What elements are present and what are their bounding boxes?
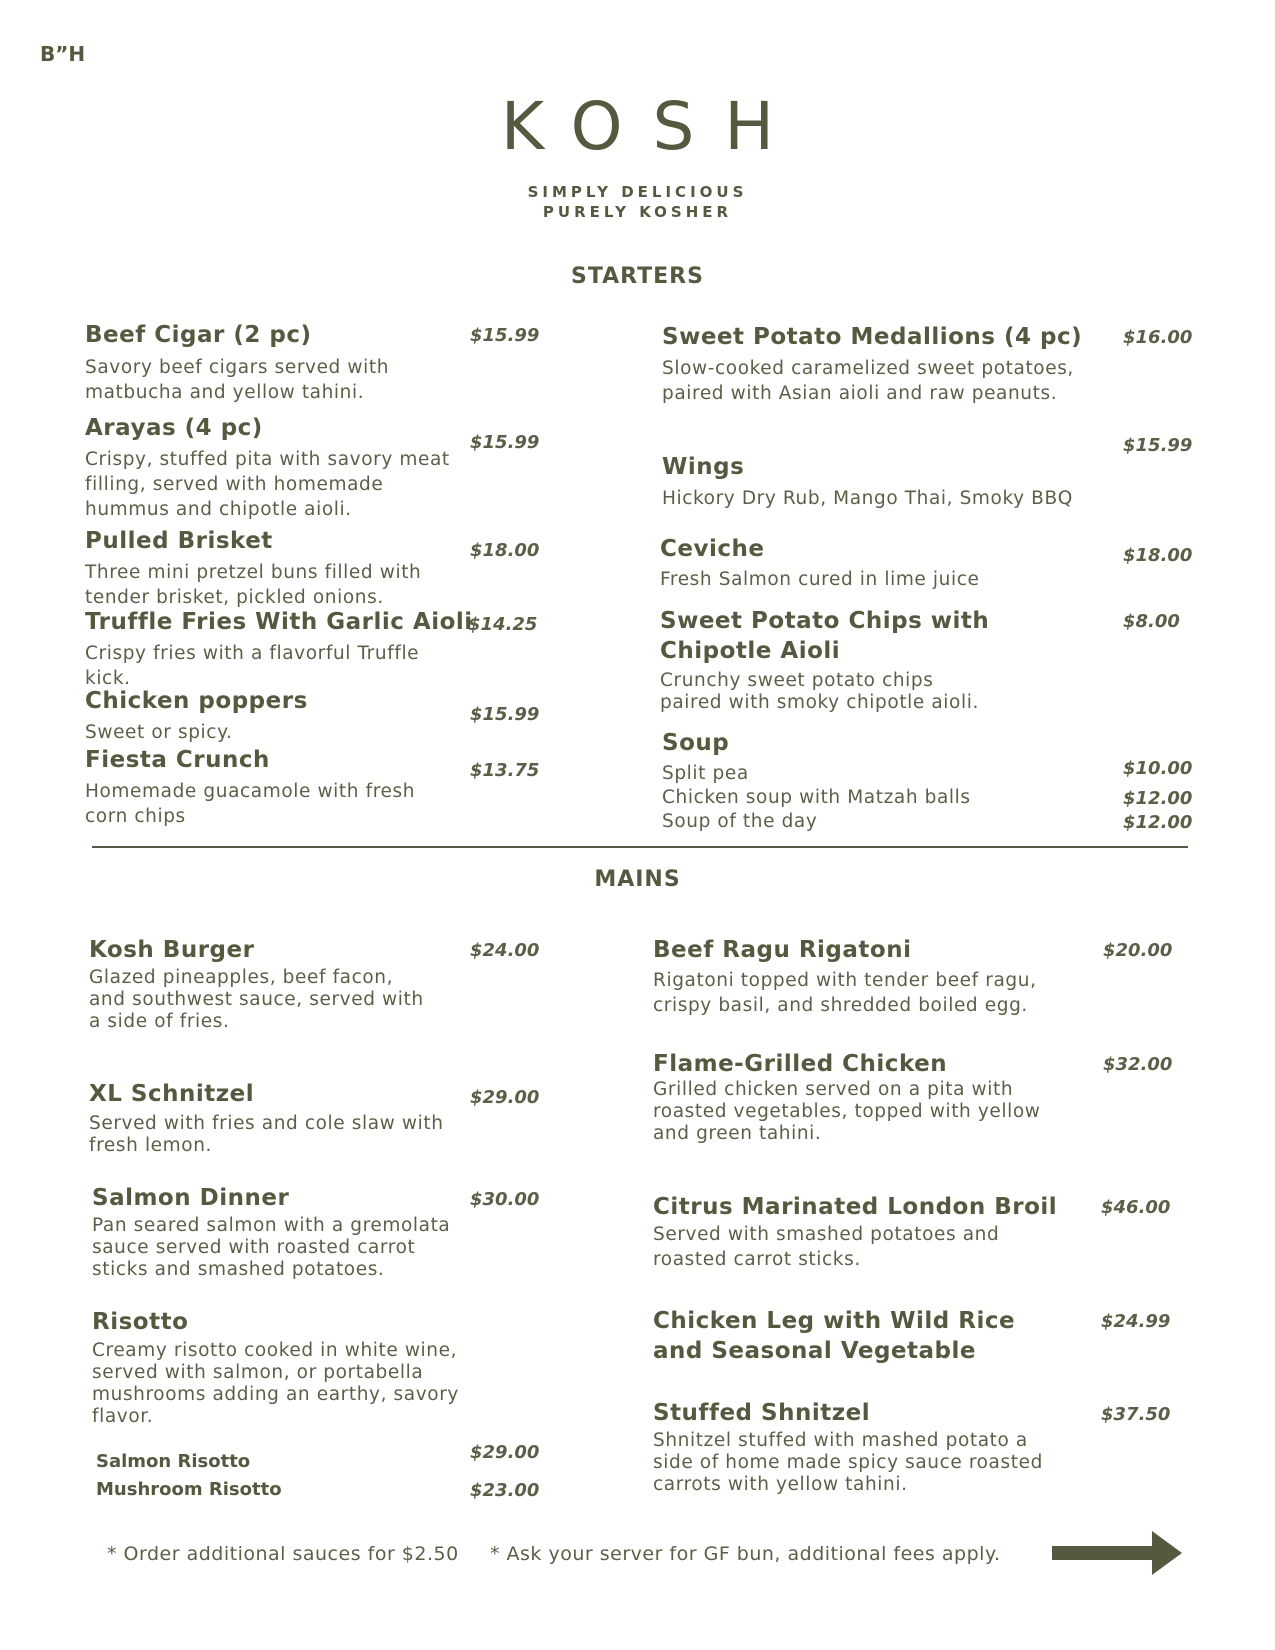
mains-heading: MAINS [594,867,681,892]
menu-item-name: Sweet Potato Medallions (4 pc) [662,324,1083,350]
soup-option-price: $10.00 [1123,758,1193,779]
restaurant-logo: KOSH [500,88,805,165]
menu-item-price: $18.00 [1123,545,1193,566]
menu-item-name: Soup [662,730,730,756]
menu-item-price: $30.00 [470,1189,540,1210]
soup-option-price: $12.00 [1123,788,1193,809]
soup-option-label: Chicken soup with Matzah balls [662,787,971,808]
menu-item-name: Sweet Potato Chips with Chipotle Aioli [660,608,990,664]
risotto-option-price: $23.00 [470,1480,540,1501]
menu-item-price: $18.00 [470,540,540,561]
menu-item-price: $15.99 [470,704,540,725]
risotto-option-label: Salmon Risotto [96,1451,251,1472]
menu-item-name: Ceviche [660,536,765,562]
menu-item-description: Sweet or spicy. [85,722,233,743]
menu-item-name: Chicken poppers [85,688,308,714]
menu-item-name: Beef Ragu Rigatoni [653,937,912,963]
menu-item-price: $37.50 [1101,1404,1171,1425]
menu-item-name: Citrus Marinated London Broil [653,1194,1058,1220]
menu-item-description: Served with fries and cole slaw with fresh lemon. [89,1113,444,1156]
menu-item-description: Rigatoni topped with tender beef ragu, crispy basil, and shredded boiled egg. [653,970,1037,1016]
menu-item-price: $46.00 [1101,1197,1171,1218]
arrow-right-icon[interactable] [1052,1531,1182,1575]
menu-item-price: $29.00 [470,1087,540,1108]
menu-item-description: Savory beef cigars served with matbucha and yellow tahini. [85,357,390,403]
menu-item-name: Fiesta Crunch [85,747,270,773]
menu-item-name: Wings [662,454,745,480]
tagline-line-2: PURELY KOSHER [542,203,733,221]
menu-item-name: Kosh Burger [89,937,255,963]
menu-item-description: Grilled chicken served on a pita with roasted vegetables, topped with yellow and green tahini. [653,1079,1041,1144]
menu-item-price: $15.99 [1123,435,1193,456]
menu-item-price: $24.99 [1101,1311,1171,1332]
gf-bun-note: * Ask your server for GF bun, additional fees apply. [490,1543,1001,1565]
risotto-option-price: $29.00 [470,1442,540,1463]
menu-item-price: $15.99 [470,325,540,346]
menu-item-price: $13.75 [470,760,540,781]
menu-item-name: Truffle Fries With Garlic Aioli [85,609,473,635]
menu-item-description: Crunchy sweet potato chips paired with smoky chipotle aioli. [660,670,979,713]
soup-option-label: Split pea [662,763,749,784]
menu-item-description: Hickory Dry Rub, Mango Thai, Smoky BBQ [662,488,1073,509]
menu-item-name: Arayas (4 pc) [85,415,263,441]
menu-item-price: $14.25 [468,614,538,635]
menu-item-description: Homemade guacamole with fresh corn chips [85,781,416,827]
menu-item-name: Pulled Brisket [85,528,273,554]
menu-item-description: Served with smashed potatoes and roasted carrot sticks. [653,1224,1000,1270]
soup-option-label: Soup of the day [662,811,818,832]
menu-item-name: Chicken Leg with Wild Rice and Seasonal Vegetable [653,1308,1016,1364]
menu-item-description: Slow-cooked caramelized sweet potatoes, paired with Asian aioli and raw peanuts. [662,358,1074,404]
soup-option-price: $12.00 [1123,812,1193,833]
menu-item-description: Shnitzel stuffed with mashed potato a side of home made spicy sauce roasted carrots with yellow tahini. [653,1430,1043,1495]
menu-item-name: Beef Cigar (2 pc) [85,322,312,348]
menu-item-name: Stuffed Shnitzel [653,1400,871,1426]
menu-item-name: Flame-Grilled Chicken [653,1051,948,1077]
menu-item-price: $16.00 [1123,327,1193,348]
menu-item-name: XL Schnitzel [89,1081,255,1107]
bh-mark: B”H [40,42,86,66]
starters-heading: STARTERS [571,264,704,289]
menu-item-description: Fresh Salmon cured in lime juice [660,569,980,590]
menu-item-price: $32.00 [1103,1054,1173,1075]
menu-item-price: $20.00 [1103,940,1173,961]
menu-item-description: Crispy fries with a flavorful Truffle kick. [85,643,420,689]
menu-item-description: Crispy, stuffed pita with savory meat filling, served with homemade hummus and chipotle aioli. [85,449,450,520]
menu-item-name: Salmon Dinner [92,1185,290,1211]
menu-item-description: Glazed pineapples, beef facon, and southwest sauce, served with a side of fries. [89,967,424,1032]
section-divider [92,846,1188,848]
tagline-line-1: SIMPLY DELICIOUS [527,183,748,201]
menu-item-description: Three mini pretzel buns filled with tender brisket, pickled onions. [85,562,422,608]
menu-item-price: $15.99 [470,432,540,453]
menu-item-name: Risotto [92,1309,189,1335]
menu-item-description: Creamy risotto cooked in white wine, served with salmon, or portabella mushrooms adding an earthy, savory flavor. [92,1340,459,1427]
arrow-right-icon [1052,1531,1182,1575]
menu-item-description: Pan seared salmon with a gremolata sauce served with roasted carrot sticks and smashed potatoes. [92,1215,451,1280]
sauce-note: * Order additional sauces for $2.50 [107,1543,459,1565]
menu-item-price: $8.00 [1123,611,1180,632]
risotto-option-label: Mushroom Risotto [96,1479,282,1500]
menu-item-price: $24.00 [470,940,540,961]
